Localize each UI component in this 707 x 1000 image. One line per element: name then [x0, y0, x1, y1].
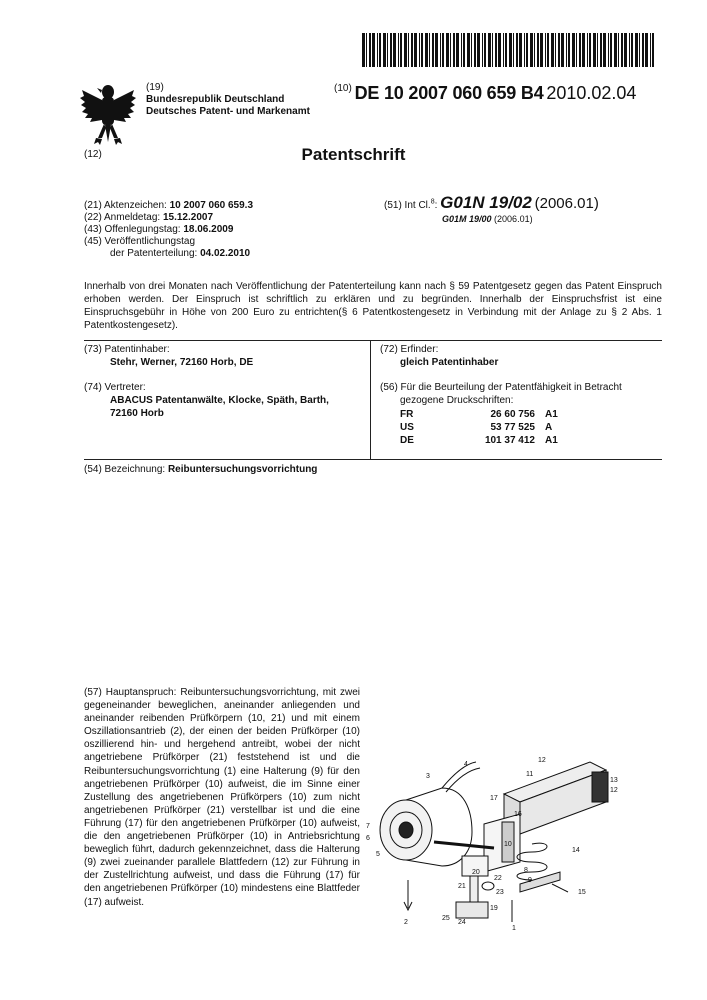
- code-12: (12): [84, 149, 102, 160]
- figure-reference-label: 16: [514, 811, 522, 818]
- barcode-icon: [362, 33, 658, 67]
- owner-field: [84, 343, 364, 369]
- figure-reference-label: 4: [464, 761, 468, 768]
- figure-reference-label: 24: [458, 919, 466, 926]
- figure-reference-label: 15: [578, 889, 586, 896]
- citation-number: 101 37 412: [484, 435, 535, 446]
- figure-reference-label: 5: [376, 851, 380, 858]
- header-block: [146, 82, 310, 118]
- citations-label-1: (56) Für die Beurteilung der Patentfähigkeit in Betracht: [380, 382, 622, 393]
- filing-date-value: 15.12.2007: [162, 212, 214, 223]
- figure-reference-label: 17: [490, 795, 498, 802]
- patent-drawing: [364, 752, 618, 932]
- inventor-label: (72) Erfinder:: [380, 344, 439, 355]
- figure-reference-label: 11: [526, 771, 534, 778]
- citation-country: US: [400, 422, 414, 433]
- figure-reference-label: 13: [610, 777, 618, 784]
- inventor-value: gleich Patentinhaber: [400, 357, 499, 368]
- figure-reference-label: 9: [528, 877, 532, 884]
- filing-date-label: (22) Anmeldetag:: [84, 212, 161, 223]
- figure-reference-label: 25: [442, 915, 450, 922]
- grant-publication-label-2: der Patenterteilung:: [110, 248, 198, 259]
- figure-reference-label: 22: [494, 875, 502, 882]
- owner-value: Stehr, Werner, 72160 Horb, DE: [110, 357, 254, 368]
- ipc-primary-version: (2006.01): [534, 195, 599, 212]
- main-claim-text: Reibuntersuchungsvorrichtung, mit zwei gegeneinander beweglichen, aneinander anliegenden und aneinander reibenden Prüfkörpern (10, 21) und mit einem Oszillationsantrieb (2), der einen der beiden Prüfkörper (10) oszillierend hin- und hergehend antreibt, wobei der nicht angetriebene Prüfkörper (21) feststehend ist und die Reibuntersuchungsvorrichtung (1) eine Halterung (9) für den angetriebenen Prüfkörper (10) aufweist, die im Sinne einer Zustellung des angetriebenen Prüfkörpers (10) zum nicht angetriebenen Prüfkörper (21) verstellbar ist und die eine Führung (17) für den angetriebenen Prüfkörper (10) aufweist, die den angetriebenen Prüfkörper (10) in Antriebsrichtung beweglich führt, dadurch gekennzeichnet, dass die Halterung (9) zwei zueinander parallele Blattfedern (12) zur Führung in der Zustellrichtung aufweist, und dass die Führung (17) für den angetriebenen Prüfkörper (10) mindestens eine Blattfeder (17) aufweist.: [84, 687, 360, 908]
- divider-vertical: [370, 340, 371, 459]
- figure-reference-label: 3: [426, 773, 430, 780]
- classification-label-suffix: :: [434, 200, 438, 211]
- agent-field: [84, 381, 364, 420]
- ipc-secondary-version: (2006.01): [494, 214, 533, 224]
- citation-country: DE: [400, 435, 414, 446]
- application-number-label: (21) Aktenzeichen:: [84, 200, 167, 211]
- code-19: (19): [146, 82, 164, 93]
- divider-top: [84, 340, 662, 341]
- federal-eagle-icon: [80, 82, 136, 146]
- agent-label: (74) Vertreter:: [84, 382, 146, 393]
- code-10: (10): [334, 83, 352, 94]
- main-claim-label: (57) Hauptanspruch:: [84, 687, 177, 698]
- figure-reference-label: 14: [572, 847, 580, 854]
- citation-number: 26 60 756: [490, 409, 535, 420]
- ipc-primary-class: G01N 19/02: [440, 193, 532, 212]
- publication-number-line: [334, 83, 636, 104]
- country-name: Bundesrepublik Deutschland: [146, 94, 285, 105]
- classification-secondary: [442, 214, 533, 224]
- citation-kind: A1: [545, 435, 558, 446]
- inventor-field: [380, 343, 665, 369]
- publication-number: DE 10 2007 060 659 B4: [354, 83, 544, 103]
- figure-reference-label: 12: [610, 787, 618, 794]
- figure-reference-label: 2: [404, 919, 408, 926]
- document-type-title: Patentschrift: [301, 145, 406, 164]
- citation-kind: A1: [545, 409, 558, 420]
- bibliographic-data: [84, 200, 253, 260]
- figure-reference-label: 21: [458, 883, 466, 890]
- office-name: Deutsches Patent- und Markenamt: [146, 106, 310, 117]
- figure-reference-label: 23: [496, 889, 504, 896]
- figure-reference-label: 8: [524, 867, 528, 874]
- owner-label: (73) Patentinhaber:: [84, 344, 170, 355]
- grant-publication-row: [84, 248, 253, 260]
- citation-country: FR: [400, 409, 414, 420]
- main-claim: [84, 686, 360, 909]
- figure-reference-label: 6: [366, 835, 370, 842]
- publication-date: 2010.02.04: [546, 83, 637, 103]
- laid-open-label: (43) Offenlegungstag:: [84, 224, 181, 235]
- citations-label-2: gezogene Druckschriften:: [400, 395, 514, 406]
- agent-line-1: ABACUS Patentanwälte, Klocke, Späth, Barth,: [110, 395, 329, 406]
- figure-reference-label: 7: [366, 823, 370, 830]
- citations-table: [400, 408, 575, 447]
- classification-edition: 8: [430, 198, 435, 206]
- filing-date-row: [84, 212, 253, 224]
- citation-kind: A: [545, 422, 553, 433]
- citation-row: [400, 408, 575, 421]
- citations-field: [380, 381, 665, 447]
- figure-reference-label: 10: [504, 841, 512, 848]
- citation-number: 53 77 525: [490, 422, 535, 433]
- designation-field: [84, 463, 317, 476]
- opposition-notice: Innerhalb von drei Monaten nach Veröffentlichung der Patenterteilung kann nach § 59 Patentgesetz gegen das Patent Einspruch erhoben werden. Der Einspruch ist schriftlich zu erklären und zu begründen. Innerhalb der Einspruchsfrist ist eine Einspruchsgebühr in Höhe von 200 Euro zu entrichten(§ 6 Patentkostengesetz in Verbindung mit der Anlage zu § 2 Abs. 1 Patentkostengesetz).: [84, 281, 662, 331]
- figure-reference-label: 19: [490, 905, 498, 912]
- figure-reference-label: 1: [512, 925, 516, 932]
- figure-reference-label: 12: [538, 757, 546, 764]
- designation-label: (54) Bezeichnung:: [84, 464, 166, 475]
- divider-bottom: [84, 459, 662, 460]
- grant-publication-label: (45) Veröffentlichungstag: [84, 236, 196, 247]
- citation-row: [400, 421, 575, 434]
- application-number-row: [84, 200, 253, 212]
- classification-primary: [384, 193, 599, 213]
- classification-label: (51) Int Cl.: [384, 200, 431, 211]
- designation-value: Reibuntersuchungsvorrichtung: [167, 464, 318, 475]
- citation-row: [400, 434, 575, 447]
- grant-publication-value: 04.02.2010: [200, 248, 251, 259]
- application-number-value: 10 2007 060 659.3: [169, 200, 254, 211]
- figure-reference-label: 20: [472, 869, 480, 876]
- ipc-secondary-class: G01M 19/00: [442, 214, 492, 224]
- laid-open-row: [84, 224, 253, 236]
- agent-line-2: 72160 Horb: [110, 408, 164, 419]
- laid-open-value: 18.06.2009: [183, 224, 234, 235]
